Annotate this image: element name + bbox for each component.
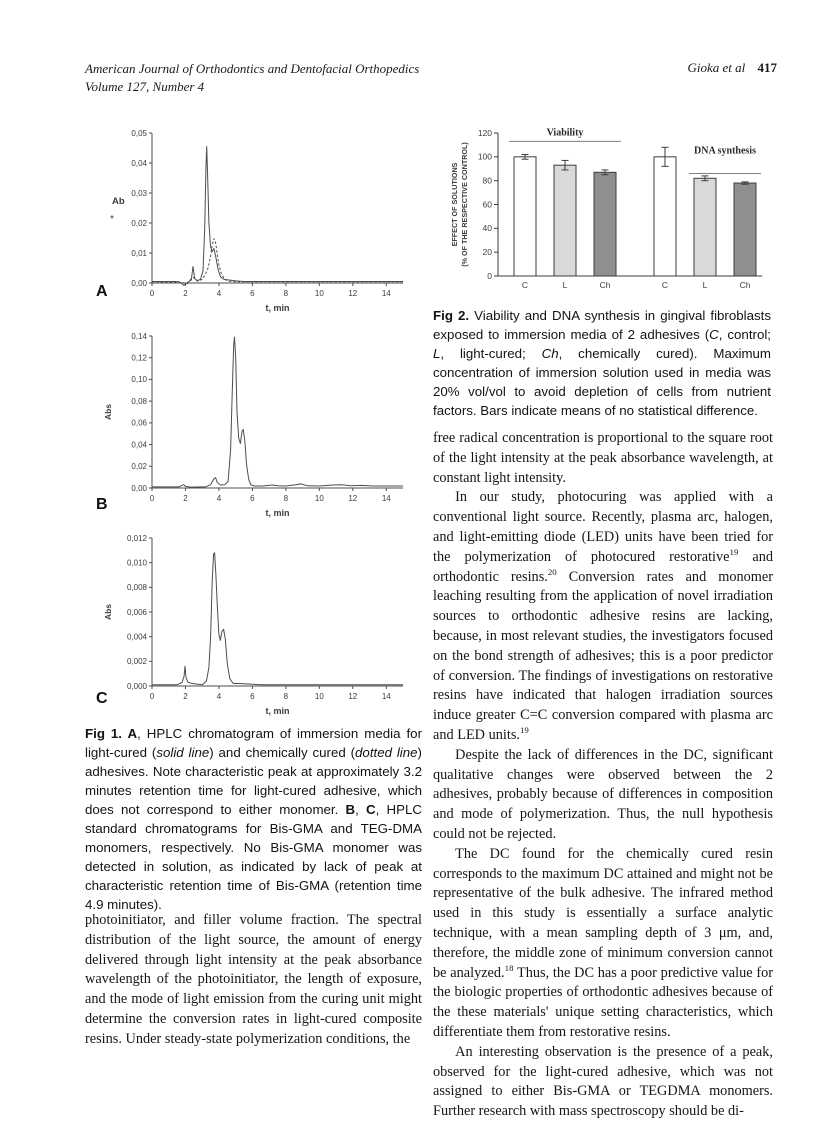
citation-ref: 18 xyxy=(504,962,514,973)
svg-text:4: 4 xyxy=(216,289,222,298)
svg-text:100: 100 xyxy=(477,151,492,162)
svg-text:Ch: Ch xyxy=(599,280,611,290)
svg-text:80: 80 xyxy=(482,175,492,186)
viability-dna-bar-chart xyxy=(445,123,770,298)
text-segment: Ch xyxy=(541,346,559,361)
svg-text:0,00: 0,00 xyxy=(131,483,147,493)
svg-text:20: 20 xyxy=(482,246,492,257)
text-segment: An interesting observation is the presence of a peak, observed for the light-cured adhesive, which was not assigned to either Bis-GMA or TEGDMA monomers. Further research with mass spectroscopy should be di- xyxy=(433,1043,773,1120)
svg-text:4: 4 xyxy=(216,494,222,503)
text-segment: A xyxy=(127,726,138,741)
text-segment: free radical concentration is proportional to the square root of the light intensity at the peak absorbance wavelength, at constant light intensity. xyxy=(433,430,773,486)
svg-text:0,12: 0,12 xyxy=(131,353,147,363)
svg-text:0,04: 0,04 xyxy=(131,158,147,168)
svg-text:6: 6 xyxy=(250,494,255,503)
text-segment: ) and chemically cured ( xyxy=(209,745,356,760)
svg-text:0: 0 xyxy=(149,692,155,701)
svg-text:0,04: 0,04 xyxy=(131,440,147,450)
svg-text:(% OF THE RESPECTIVE CONTROL): (% OF THE RESPECTIVE CONTROL) xyxy=(460,142,469,267)
text-segment: solid line xyxy=(156,745,210,760)
svg-text:8: 8 xyxy=(283,494,289,503)
journal-title: American Journal of Orthodontics and Dentofacial Orthopedics xyxy=(85,61,420,76)
text-segment: , HPLC chromatogram of immersion media for light-cured ( xyxy=(85,726,422,760)
svg-text:0,05: 0,05 xyxy=(131,128,147,138)
svg-text:0,010: 0,010 xyxy=(126,558,147,568)
text-segment: , xyxy=(355,802,367,817)
svg-text:0,002: 0,002 xyxy=(126,657,147,667)
svg-text:EFFECT OF SOLUTIONS: EFFECT OF SOLUTIONS xyxy=(450,162,459,247)
body-paragraph xyxy=(433,1043,773,1122)
svg-text:10: 10 xyxy=(314,692,324,701)
svg-text:14: 14 xyxy=(381,494,391,503)
svg-text:C: C xyxy=(661,280,669,290)
svg-text:0,00: 0,00 xyxy=(131,278,147,288)
svg-text:Ab: Ab xyxy=(112,196,125,207)
svg-text:6: 6 xyxy=(250,692,255,701)
body-paragraph xyxy=(433,429,773,488)
svg-text:0,03: 0,03 xyxy=(131,188,147,198)
chromatogram-b-chart xyxy=(95,328,415,522)
text-segment: , chemically cured). Maximum concentration of immersion solution used in media was 20% vol/vol to avoid depletion of cells from nutrient factors. Bars indicate means of no statistical difference. xyxy=(433,346,771,418)
svg-text:0,012: 0,012 xyxy=(126,533,147,543)
svg-text:0,08: 0,08 xyxy=(131,396,147,406)
body-paragraph xyxy=(433,488,773,745)
text-segment: , light-cured; xyxy=(440,346,542,361)
svg-text:L: L xyxy=(562,280,568,290)
journal-volume-issue: Volume 127, Number 4 xyxy=(85,78,205,94)
svg-text:DNA synthesis: DNA synthesis xyxy=(694,145,756,157)
text-segment: In our study, photocuring was applied with a conventional light source. Recently, plasma arc, halogen, and light-emitting diode (LED) units have been tried for the polymerization of photocured restorative xyxy=(433,489,773,565)
text-segment: C xyxy=(366,802,376,817)
svg-text:2: 2 xyxy=(183,692,188,701)
text-segment: Despite the lack of differences in the DC, significant qualitative changes were observed between the 2 adhesives, probably because of differences in composition and mode of polymerization. Thus, the null hypothesis could not be rejected. xyxy=(433,746,773,842)
svg-text:Viability: Viability xyxy=(546,127,584,139)
svg-text:0: 0 xyxy=(149,289,155,298)
body-paragraph xyxy=(433,845,773,1043)
running-head-authors: Gioka et al xyxy=(687,60,746,75)
svg-text:8: 8 xyxy=(283,692,289,701)
text-segment: Fig 2. xyxy=(433,308,475,323)
svg-text:0,06: 0,06 xyxy=(131,418,147,428)
text-segment: Thus, the DC has a poor predictive value for the biologic properties of orthodontic adhesives because of the these materials' unique setting characteristics, which differentiate them from restorative resins. xyxy=(433,964,773,1040)
page-number: 417 xyxy=(757,60,777,75)
svg-text:10: 10 xyxy=(314,289,324,298)
text-segment: Fig 1. xyxy=(85,726,128,741)
svg-text:14: 14 xyxy=(381,289,391,298)
svg-text:0,02: 0,02 xyxy=(131,218,147,228)
svg-text:12: 12 xyxy=(348,692,358,701)
svg-text:14: 14 xyxy=(381,692,391,701)
svg-text:60: 60 xyxy=(482,199,492,210)
svg-text:Ch: Ch xyxy=(739,280,751,290)
figure2-caption xyxy=(433,306,771,420)
panel-label-c: C xyxy=(96,690,108,707)
text-segment: Viability and DNA synthesis in gingival fibroblasts exposed to immersion media of 2 adhesives ( xyxy=(433,308,771,342)
svg-text:120: 120 xyxy=(477,127,492,138)
chromatogram-a-chart xyxy=(95,125,415,317)
svg-text:4: 4 xyxy=(216,692,222,701)
text-segment: The DC found for the chemically cured resin corresponds to the maximum DC attained and might not be representative of the bulk adhesive. The infrared method used in this study is essentially a surface analytic technique, with a mean sampling depth of 3 μm, and, therefore, the middle zone of minimum conversion cannot be analyzed. xyxy=(433,845,773,981)
figure1-caption xyxy=(85,724,422,914)
panel-label-b: B xyxy=(96,496,108,513)
svg-text:0,01: 0,01 xyxy=(131,248,147,258)
svg-text:t, min: t, min xyxy=(265,508,290,518)
text-segment: and orthodontic resins. xyxy=(433,548,774,585)
page-header xyxy=(85,60,777,95)
running-head xyxy=(687,60,777,95)
text-segment: photoinitiator, and filler volume fraction. The spectral distribution of the light source, the amount of energy delivered through light intensity at the peak absorbance wavelength of the photoinitiator, the length of exposure, and the mode of light emission from the curing unit might determine the conversion rates in light-cured composite resins. Under steady-state polymerization conditions, the xyxy=(85,912,422,1047)
svg-text:2: 2 xyxy=(183,494,188,503)
svg-text:8: 8 xyxy=(283,289,289,298)
svg-text:2: 2 xyxy=(183,289,188,298)
svg-text:Abs: Abs xyxy=(103,403,113,421)
svg-text:*: * xyxy=(110,214,114,225)
text-segment: L xyxy=(433,346,441,361)
text-segment: B xyxy=(345,802,356,817)
left-column-text xyxy=(85,911,422,1050)
svg-text:6: 6 xyxy=(250,289,255,298)
journal-info xyxy=(85,60,419,95)
svg-text:0,008: 0,008 xyxy=(126,583,147,593)
svg-text:0,000: 0,000 xyxy=(126,681,147,691)
svg-text:t, min: t, min xyxy=(265,706,290,716)
text-segment: ) adhesives. Note characteristic peak at approximately 3.2 minutes retention time for light-cured adhesive, which does not correspond to either monomer. xyxy=(85,745,422,817)
text-segment: Conversion rates and monomer leaching resulting from the application of novel irradiation sources to orthodontic adhesive resins are lacking, because, in most relevant studies, the investigators focused on the bond strength of adhesives; this is a poor predictor of conversion. The findings of investigations on restorative resins have indicated that halogen irradiation sources induce greater C=C conversion compared with plasma arc and LED units. xyxy=(433,568,773,743)
svg-text:0,14: 0,14 xyxy=(131,331,147,341)
citation-ref: 20 xyxy=(547,566,557,577)
svg-text:0,10: 0,10 xyxy=(131,375,147,385)
body-paragraph xyxy=(85,911,422,1050)
text-segment: , HPLC standard chromatograms for Bis-GMA and TEG-DMA monomers, respectively. No Bis-GMA monomer was detected in solution, as indicated by lack of peak at characteristic retention time of Bis-GMA (retention time 4.9 minutes). xyxy=(85,802,423,912)
svg-text:0,02: 0,02 xyxy=(131,462,147,472)
right-column-text xyxy=(433,429,773,1122)
svg-text:0: 0 xyxy=(149,494,155,503)
body-paragraph xyxy=(433,746,773,845)
text-segment: dotted line xyxy=(355,745,418,760)
svg-text:C: C xyxy=(521,280,529,290)
svg-text:12: 12 xyxy=(348,289,358,298)
svg-text:t, min: t, min xyxy=(265,303,290,313)
svg-text:Abs: Abs xyxy=(103,603,113,621)
svg-text:10: 10 xyxy=(314,494,324,503)
citation-ref: 19 xyxy=(729,547,739,558)
panel-label-a: A xyxy=(96,283,108,300)
chromatogram-c-chart xyxy=(95,530,415,720)
text-segment: C xyxy=(709,327,719,342)
svg-text:L: L xyxy=(702,280,708,290)
citation-ref: 19 xyxy=(519,725,529,736)
text-segment: , control; xyxy=(718,327,771,342)
svg-text:0: 0 xyxy=(487,270,492,281)
svg-text:0,004: 0,004 xyxy=(126,632,147,642)
svg-text:40: 40 xyxy=(482,223,492,234)
svg-text:0,006: 0,006 xyxy=(126,607,147,617)
svg-text:12: 12 xyxy=(348,494,358,503)
